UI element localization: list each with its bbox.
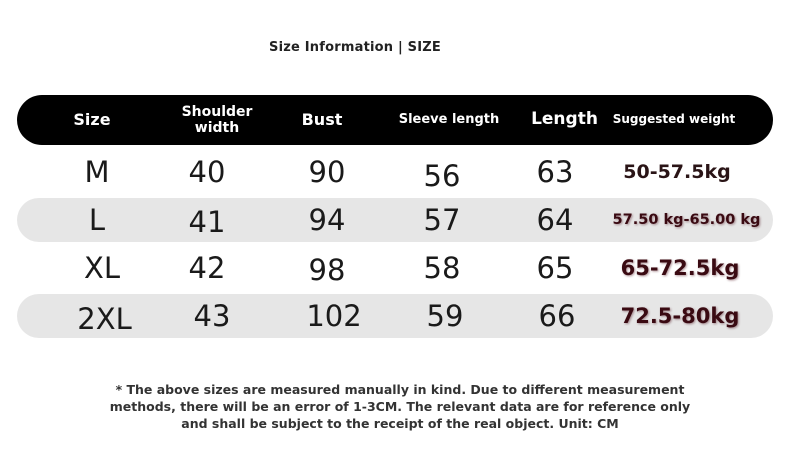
length-cell: 65 — [536, 251, 574, 285]
size-cell: XL — [83, 251, 121, 285]
bust-cell: 98 — [308, 253, 346, 287]
footnote-line: * The above sizes are measured manually in kind. Due to different measurement — [115, 382, 685, 397]
table-row — [17, 294, 773, 338]
weight-cell: 57.50 kg-65.00 kg — [612, 212, 761, 228]
weight-cell: 65-72.5kg — [620, 256, 740, 280]
size-cell: 2XL — [77, 302, 132, 336]
bust-cell: 90 — [308, 155, 346, 189]
sleeve-cell: 56 — [423, 159, 461, 193]
header-sleeve-length: Sleeve length — [398, 111, 500, 127]
sleeve-cell: 57 — [423, 203, 461, 237]
length-cell: 66 — [538, 299, 576, 333]
length-cell: 64 — [536, 203, 574, 237]
header-shoulder-width: Shoulder width — [181, 103, 253, 136]
page-title: Size Information | SIZE — [269, 40, 441, 55]
length-cell: 63 — [536, 155, 574, 189]
bust-cell: 102 — [306, 299, 362, 333]
bust-cell: 94 — [308, 203, 346, 237]
size-cell: L — [88, 203, 106, 237]
sleeve-cell: 58 — [423, 251, 461, 285]
table-row — [17, 198, 773, 242]
shoulder-cell: 40 — [188, 155, 226, 189]
footnote — [100, 381, 700, 432]
header-suggested-weight: Suggested weight — [612, 112, 736, 127]
shoulder-cell: 43 — [193, 299, 231, 333]
weight-cell: 50-57.5kg — [623, 161, 731, 183]
table-row — [17, 246, 773, 290]
table-header — [17, 95, 773, 145]
table-row — [17, 150, 773, 194]
sleeve-cell: 59 — [426, 299, 464, 333]
header-size: Size — [73, 109, 111, 129]
weight-cell: 72.5-80kg — [620, 304, 740, 328]
footnote-line: methods, there will be an error of 1-3CM. The relevant data are for reference only — [109, 399, 691, 414]
footnote-line: and shall be subject to the receipt of the real object. Unit: CM — [181, 416, 619, 431]
size-cell: M — [84, 155, 110, 189]
header-length: Length — [531, 109, 598, 130]
shoulder-cell: 42 — [188, 251, 226, 285]
header-bust: Bust — [301, 109, 343, 129]
shoulder-cell: 41 — [188, 205, 226, 239]
